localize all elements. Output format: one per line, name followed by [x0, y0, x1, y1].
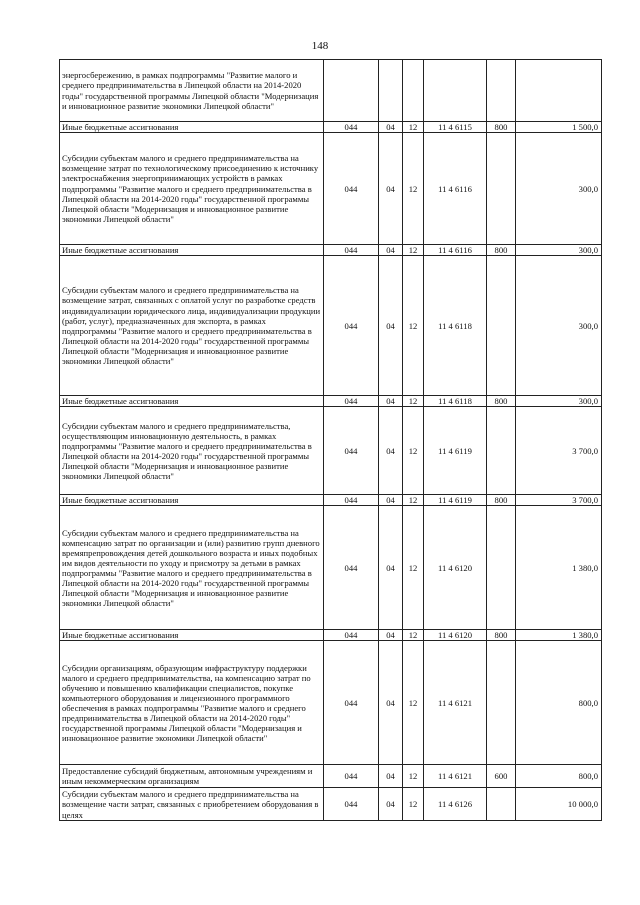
table-row: [60, 256, 602, 396]
cell-vr: 800: [487, 630, 516, 641]
cell-gr: 044: [324, 396, 379, 407]
cell-sum: 10 000,0: [516, 788, 602, 821]
row-description: Субсидии организациям, образующим инфраструктуру поддержки малого и среднего предпринимательства, на компенсацию затрат по обучению и повышению квалификации специалистов, покупке компьютерного оборудования и лицензионного программного обеспечения в рамках подпрограммы "Развитие малого и среднего предпринимательства в Липецкой области на 2014-2020 годы" государственной программы Липецкой области "Модернизация и инновационное развитие экономики Липецкой области": [60, 641, 324, 765]
cell-vr: [487, 256, 516, 396]
cell-rz: 04: [379, 133, 403, 245]
cell-pr: 12: [403, 256, 424, 396]
cell-rz: 04: [379, 407, 403, 495]
cell-vr: 600: [487, 765, 516, 788]
cell-vr: 800: [487, 122, 516, 133]
row-description: Субсидии субъектам малого и среднего предпринимательства, осуществляющим инновационную деятельность, в рамках подпрограммы "Развитие малого и среднего предпринимательства в Липецкой области на 2014-2020 годы" государственной программы Липецкой области "Модернизация и инновационное развитие экономики Липецкой области": [60, 407, 324, 495]
cell-gr: 044: [324, 495, 379, 506]
row-description: Субсидии субъектам малого и среднего предпринимательства на возмещение затрат, связанных с оплатой услуг по разработке средств индивидуализации юридического лица, индивидуализации продукции (работ, услуг), предназначенных для экспорта, в рамках подпрограммы "Развитие малого и среднего предпринимательства в Липецкой области на 2014-2020 годы" государственной программы Липецкой области "Модернизация и инновационное развитие экономики Липецкой области": [60, 256, 324, 396]
cell-pr: 12: [403, 495, 424, 506]
cell-gr: 044: [324, 122, 379, 133]
cell-sum: 300,0: [516, 133, 602, 245]
cell-sum: 300,0: [516, 256, 602, 396]
cell-gr: 044: [324, 506, 379, 630]
cell-rz: 04: [379, 122, 403, 133]
cell-sum: 300,0: [516, 396, 602, 407]
cell-rz: 04: [379, 765, 403, 788]
cell-rz: 04: [379, 788, 403, 821]
cell-rz: 04: [379, 506, 403, 630]
cell-pr: 12: [403, 133, 424, 245]
cell-sum: 800,0: [516, 641, 602, 765]
cell-rz: 04: [379, 256, 403, 396]
cell-vr: [487, 788, 516, 821]
row-description: Субсидии субъектам малого и среднего предпринимательства на возмещение части затрат, связанных с приобретением оборудования в целях: [60, 788, 324, 821]
cell-pr: 12: [403, 122, 424, 133]
cell-gr: 044: [324, 788, 379, 821]
cell-gr: 044: [324, 407, 379, 495]
cell-vr: 800: [487, 495, 516, 506]
cell-csr: [424, 60, 487, 122]
cell-vr: [487, 60, 516, 122]
table-row: [60, 407, 602, 495]
table-row: [60, 122, 602, 133]
table-body: [60, 60, 602, 821]
table-row: [60, 630, 602, 641]
cell-vr: [487, 506, 516, 630]
cell-pr: 12: [403, 506, 424, 630]
cell-pr: 12: [403, 245, 424, 256]
cell-vr: 800: [487, 396, 516, 407]
table-row: [60, 765, 602, 788]
table-row: [60, 133, 602, 245]
cell-vr: [487, 133, 516, 245]
cell-rz: 04: [379, 495, 403, 506]
cell-sum: 1 500,0: [516, 122, 602, 133]
cell-pr: [403, 60, 424, 122]
cell-rz: 04: [379, 396, 403, 407]
cell-pr: 12: [403, 407, 424, 495]
cell-gr: 044: [324, 256, 379, 396]
cell-rz: 04: [379, 641, 403, 765]
row-description: Субсидии субъектам малого и среднего предпринимательства на возмещение затрат по технологическому присоединению к источнику электроснабжения энергопринимающих устройств в рамках подпрограммы "Развитие малого и среднего предпринимательства в Липецкой области на 2014-2020 годы" государственной программы Липецкой области "Модернизация и инновационное развитие экономики Липецкой области": [60, 133, 324, 245]
cell-vr: 800: [487, 245, 516, 256]
row-description: Иные бюджетные ассигнования: [60, 495, 324, 506]
cell-gr: 044: [324, 641, 379, 765]
cell-sum: 800,0: [516, 765, 602, 788]
cell-vr: [487, 407, 516, 495]
cell-sum: 1 380,0: [516, 630, 602, 641]
cell-rz: 04: [379, 245, 403, 256]
row-description: Иные бюджетные ассигнования: [60, 396, 324, 407]
cell-sum: 3 700,0: [516, 495, 602, 506]
cell-csr: 11 4 6126: [424, 788, 487, 821]
cell-pr: 12: [403, 641, 424, 765]
cell-pr: 12: [403, 788, 424, 821]
cell-csr: 11 4 6118: [424, 256, 487, 396]
table-row: [60, 506, 602, 630]
table-row: [60, 245, 602, 256]
row-description: Иные бюджетные ассигнования: [60, 245, 324, 256]
table-row: [60, 60, 602, 122]
cell-sum: 3 700,0: [516, 407, 602, 495]
table-row: [60, 641, 602, 765]
cell-sum: 1 380,0: [516, 506, 602, 630]
cell-sum: 300,0: [516, 245, 602, 256]
cell-csr: 11 4 6116: [424, 245, 487, 256]
table-row: [60, 396, 602, 407]
cell-csr: 11 4 6118: [424, 396, 487, 407]
cell-sum: [516, 60, 602, 122]
budget-table: [59, 59, 602, 821]
cell-csr: 11 4 6120: [424, 630, 487, 641]
cell-csr: 11 4 6121: [424, 765, 487, 788]
cell-csr: 11 4 6120: [424, 506, 487, 630]
table-row: [60, 495, 602, 506]
cell-gr: 044: [324, 245, 379, 256]
cell-vr: [487, 641, 516, 765]
cell-csr: 11 4 6119: [424, 407, 487, 495]
cell-gr: 044: [324, 630, 379, 641]
cell-rz: 04: [379, 630, 403, 641]
cell-pr: 12: [403, 765, 424, 788]
row-description: Иные бюджетные ассигнования: [60, 122, 324, 133]
cell-csr: 11 4 6119: [424, 495, 487, 506]
cell-gr: 044: [324, 133, 379, 245]
table-row: [60, 788, 602, 821]
cell-csr: 11 4 6115: [424, 122, 487, 133]
row-description: Субсидии субъектам малого и среднего предпринимательства на компенсацию затрат по организации и (или) развитию групп дневного времяпрепровождения детей дошкольного возраста и иных подобных им видов деятельности по уходу и присмотру за детьми в рамках подпрограммы "Развитие малого и среднего предпринимательства в Липецкой области на 2014-2020 годы" государственной программы Липецкой области "Модернизация и инновационное развитие экономики Липецкой области": [60, 506, 324, 630]
page-number: 148: [311, 40, 329, 52]
row-description: Предоставление субсидий бюджетным, автономным учреждениям и иным некоммерческим организациям: [60, 765, 324, 788]
cell-pr: 12: [403, 630, 424, 641]
row-description: энергосбережению, в рамках подпрограммы "Развитие малого и среднего предпринимательства в Липецкой области на 2014-2020 годы" государственной программы Липецкой области "Модернизация и инновационное развитие экономики Липецкой области": [60, 60, 324, 122]
cell-gr: [324, 60, 379, 122]
cell-pr: 12: [403, 396, 424, 407]
cell-rz: [379, 60, 403, 122]
cell-csr: 11 4 6121: [424, 641, 487, 765]
cell-gr: 044: [324, 765, 379, 788]
cell-csr: 11 4 6116: [424, 133, 487, 245]
row-description: Иные бюджетные ассигнования: [60, 630, 324, 641]
